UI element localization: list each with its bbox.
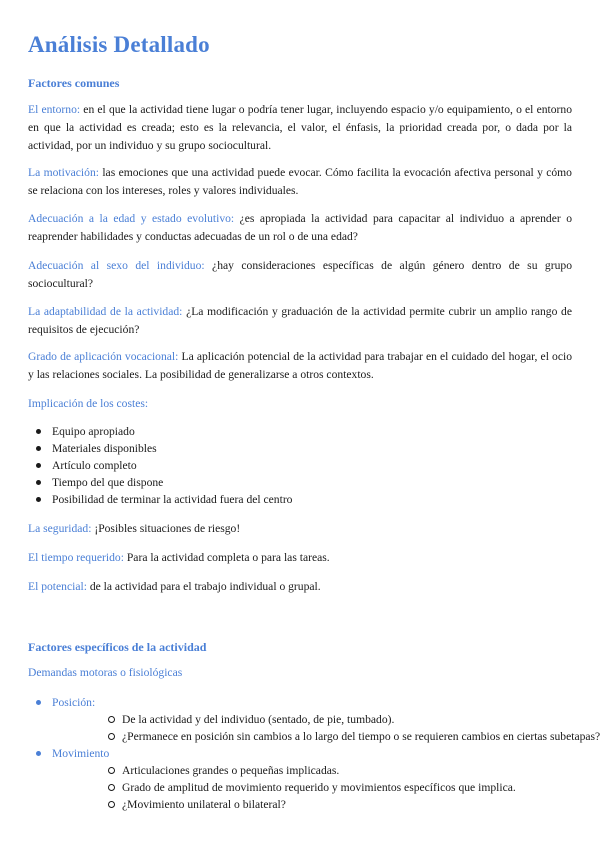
paragraph-adaptabilidad bbox=[28, 303, 572, 339]
list-item-label: Movimiento bbox=[52, 747, 110, 760]
specific-factors-heading: Factores específicos de la actividad bbox=[28, 640, 207, 654]
paragraph-label: El tiempo requerido: bbox=[28, 551, 124, 564]
motor-demands-list bbox=[0, 694, 600, 813]
paragraph-label: El entorno: bbox=[28, 103, 81, 116]
list-item: Posibilidad de terminar la actividad fuera del centro bbox=[0, 491, 292, 508]
sublist-item: ¿Movimiento unilateral o bilateral? bbox=[52, 796, 600, 813]
paragraph-text: Para la actividad completa o para las tareas. bbox=[126, 551, 330, 564]
list-item: Materiales disponibles bbox=[0, 440, 292, 457]
paragraph-motivacion bbox=[28, 164, 572, 200]
paragraph-text: las emociones que una actividad puede evocar. Cómo facilita la evocación afectiva personal y cómo se relaciona con los intereses, roles y valores individuales. bbox=[28, 166, 572, 197]
paragraph-label: Grado de aplicación vocacional: bbox=[28, 350, 179, 363]
sublist bbox=[52, 711, 600, 745]
common-factors-heading: Factores comunes bbox=[28, 76, 120, 90]
paragraph-text: La aplicación potencial de la actividad para trabajar en el cuidado del hogar, el ocio y las relaciones sociales. La posibilidad de generalizarse a otros contextos. bbox=[28, 350, 573, 381]
paragraph-sexo bbox=[28, 257, 572, 293]
costs-label: Implicación de los costes: bbox=[28, 397, 149, 410]
sublist bbox=[52, 762, 600, 813]
paragraph-vocacional bbox=[28, 348, 572, 384]
paragraph-label: La seguridad: bbox=[28, 522, 92, 535]
sublist-item: De la actividad y del individuo (sentado, de pie, tumbado). bbox=[52, 711, 600, 728]
sublist-item: Articulaciones grandes o pequeñas implicadas. bbox=[52, 762, 600, 779]
paragraph-tiempo bbox=[28, 549, 572, 567]
paragraph-label: Adecuación al sexo del individuo: bbox=[28, 259, 205, 272]
paragraph-text: ¡Posibles situaciones de riesgo! bbox=[94, 522, 241, 535]
paragraph-entorno bbox=[28, 101, 572, 155]
list-item: Tiempo del que dispone bbox=[0, 474, 292, 491]
paragraph-potencial bbox=[28, 578, 572, 596]
sublist-item: Grado de amplitud de movimiento requerido y movimientos específicos que implica. bbox=[52, 779, 600, 796]
motor-demands-subheading: Demandas motoras o fisiológicas bbox=[28, 666, 183, 679]
paragraph-text: de la actividad para el trabajo individual o grupal. bbox=[89, 580, 321, 593]
paragraph-label: Adecuación a la edad y estado evolutivo: bbox=[28, 212, 235, 225]
paragraph-label: La motivación: bbox=[28, 166, 99, 179]
list-item-posicion bbox=[0, 694, 600, 745]
paragraph-seguridad bbox=[28, 520, 572, 538]
paragraph-text: ¿La modificación y graduación de la actividad permite cubrir un amplio rango de requisitos de ejecución? bbox=[28, 305, 572, 336]
paragraph-edad bbox=[28, 210, 572, 246]
costs-list bbox=[0, 423, 292, 508]
list-item-movimiento bbox=[0, 745, 600, 813]
paragraph-text: en el que la actividad tiene lugar o podría tener lugar, incluyendo espacio y/o equipamiento, o el entorno en que la actividad es creada; esto es la relevancia, el valor, el énfasis, la prioridad creada por, o dada por la actividad, por un individuo y su grupo sociocultural. bbox=[28, 103, 572, 152]
list-item-label: Posición: bbox=[52, 696, 96, 709]
list-item: Equipo apropiado bbox=[0, 423, 292, 440]
paragraph-text: ¿hay consideraciones específicas de algún género dentro de su grupo sociocultural? bbox=[28, 259, 572, 290]
page-title: Análisis Detallado bbox=[28, 32, 210, 57]
paragraph-label: El potencial: bbox=[28, 580, 87, 593]
sublist-item: ¿Permanece en posición sin cambios a lo largo del tiempo o se requieren cambios en ciertas subetapas? bbox=[52, 728, 600, 745]
list-item: Artículo completo bbox=[0, 457, 292, 474]
paragraph-text: ¿es apropiada la actividad para capacitar al individuo a aprender o reaprender habilidades y conductas adecuadas de un rol o de una edad? bbox=[28, 212, 572, 243]
paragraph-label: La adaptabilidad de la actividad: bbox=[28, 305, 183, 318]
